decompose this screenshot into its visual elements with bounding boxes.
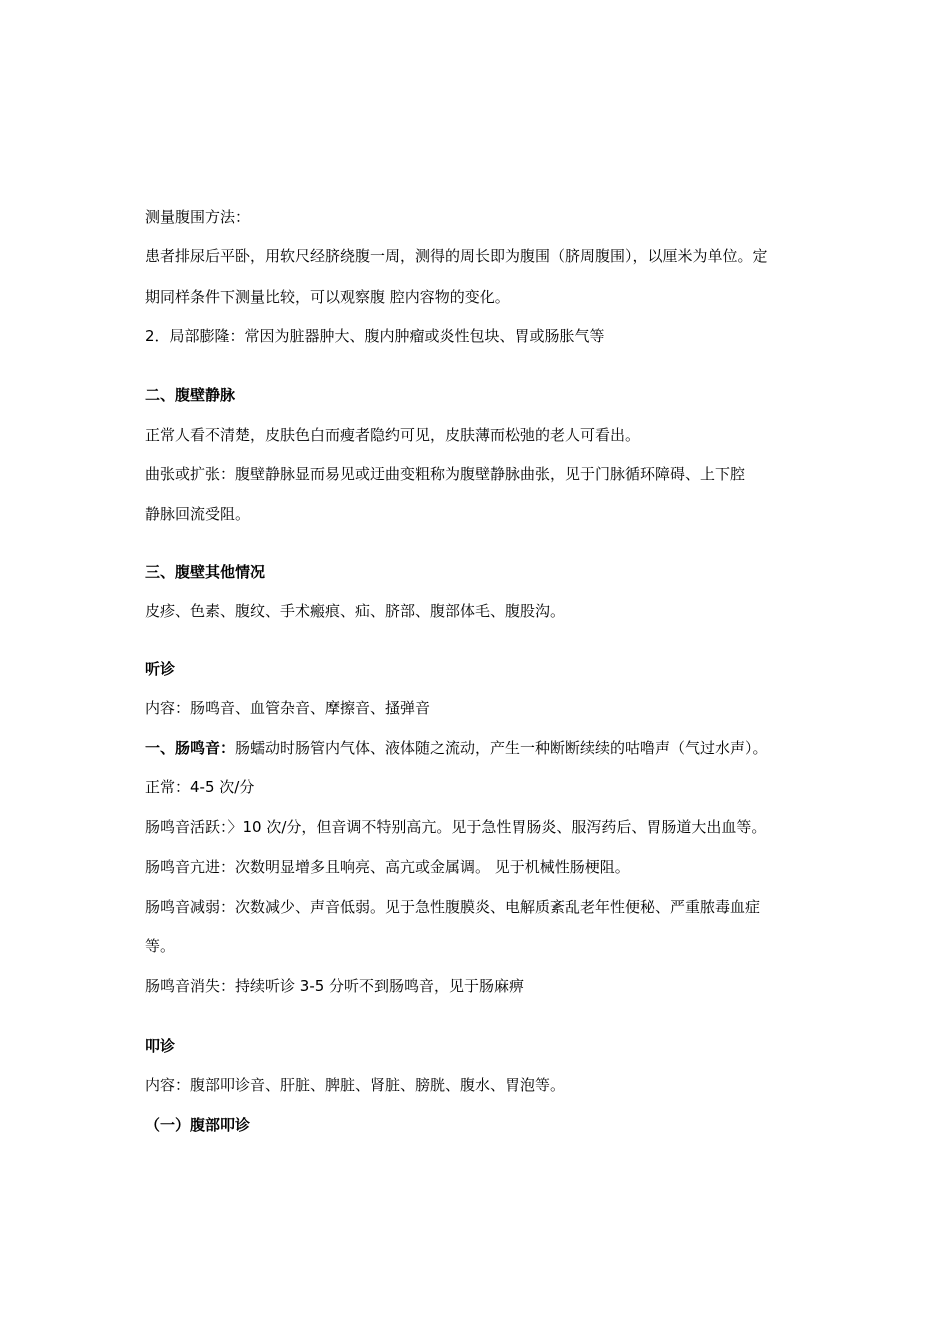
subsection-heading: （一）腹部叩诊 xyxy=(145,1116,251,1134)
text-line: 正常：4-5 次/分 xyxy=(145,778,255,796)
text-line: 肠鸣音减弱：次数减少、声音低弱。见于急性腹膜炎、电解质紊乱老年性便秘、严重脓毒血症 xyxy=(145,898,761,916)
text-line: 肠鸣音消失：持续听诊 3-5 分听不到肠鸣音，见于肠麻痹 xyxy=(145,977,525,995)
text-line: 内容：肠鸣音、血管杂音、摩擦音、搔弹音 xyxy=(145,699,431,717)
text-line: 静脉回流受阻。 xyxy=(145,505,251,523)
text-line: 肠鸣音亢进：次数明显增多且响亮、高亢或金属调。 见于机械性肠梗阻。 xyxy=(145,858,630,876)
section-heading: 叩诊 xyxy=(145,1037,176,1055)
text-line: 等。 xyxy=(145,937,176,955)
text-line: 期同样条件下测量比较，可以观察腹 腔内容物的变化。 xyxy=(145,288,510,306)
section-heading: 听诊 xyxy=(145,660,176,678)
text-line: 正常人看不清楚，皮肤色白而瘦者隐约可见，皮肤薄而松弛的老人可看出。 xyxy=(145,426,641,444)
text-line: 2．局部膨隆：常因为脏器肿大、腹内肿瘤或炎性包块、胃或肠胀气等 xyxy=(145,327,605,345)
text-line: 曲张或扩张：腹壁静脉显而易见或迂曲变粗称为腹壁静脉曲张，见于门脉循环障碍、上下腔 xyxy=(145,465,746,483)
text-line: 内容：腹部叩诊音、肝脏、脾脏、肾脏、膀胱、腹水、胃泡等。 xyxy=(145,1076,566,1094)
text-line: 测量腹围方法： xyxy=(145,208,251,226)
section-heading: 二、腹壁静脉 xyxy=(145,386,236,404)
text-line: 肠鸣音活跃：〉10 次/分，但音调不特别高亢。见于急性胃肠炎、服泻药后、胃肠道大出血等。 xyxy=(145,818,767,836)
text-line: 皮疹、色素、腹纹、手术瘢痕、疝、脐部、腹部体毛、腹股沟。 xyxy=(145,602,566,620)
section-heading: 三、腹壁其他情况 xyxy=(145,563,266,581)
text-line xyxy=(145,737,815,759)
text-line: 患者排尿后平卧，用软尺经脐绕腹一周，测得的周长即为腹围（脐周腹围），以厘米为单位。定 xyxy=(145,247,768,265)
text-span: 肠蠕动时肠管内气体、液体随之流动，产生一种断断续续的咕噜声（气过水声）。 xyxy=(235,739,768,757)
subsection-heading: 一、肠鸣音： xyxy=(145,739,236,757)
